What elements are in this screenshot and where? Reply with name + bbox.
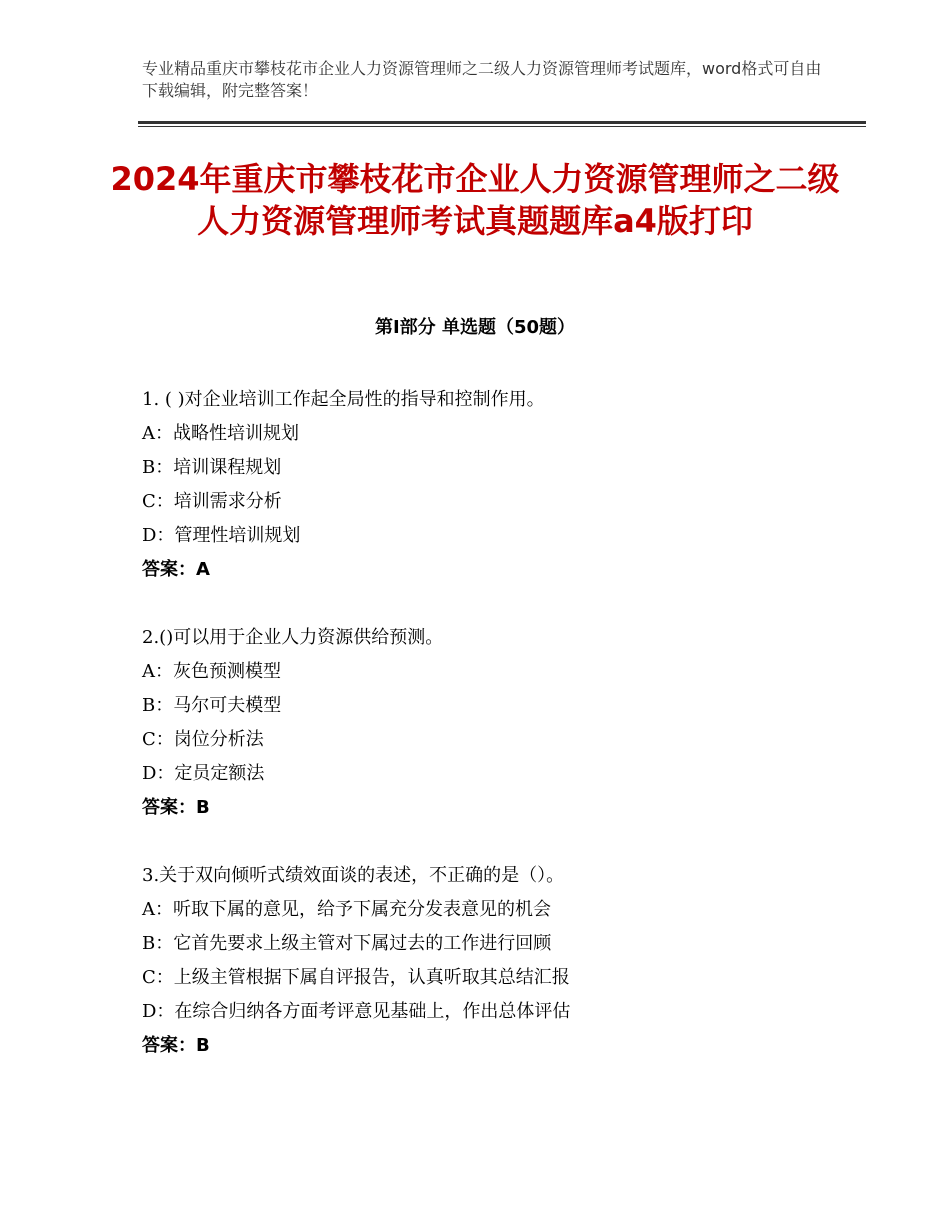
option-a: A：听取下属的意见，给予下属充分发表意见的机会 bbox=[142, 899, 551, 920]
option-c: C：上级主管根据下属自评报告，认真听取其总结汇报 bbox=[142, 967, 570, 988]
option-d: D：管理性培训规划 bbox=[142, 525, 301, 546]
question-stem: 2.()可以用于企业人力资源供给预测。 bbox=[142, 627, 444, 648]
option-c: C：培训需求分析 bbox=[142, 491, 282, 512]
question-3 bbox=[142, 859, 862, 1063]
option-a: A：战略性培训规划 bbox=[142, 423, 299, 444]
answer: 答案：B bbox=[142, 1035, 210, 1056]
option-c: C：岗位分析法 bbox=[142, 729, 264, 750]
question-stem: 1. ( )对企业培训工作起全局性的指导和控制作用。 bbox=[142, 389, 545, 410]
option-d: D：在综合归纳各方面考评意见基础上，作出总体评估 bbox=[142, 1001, 571, 1022]
header-divider-thick bbox=[138, 121, 866, 124]
section-title: 第Ⅰ部分 单选题（50题） bbox=[374, 317, 575, 338]
header-note: 专业精品重庆市攀枝花市企业人力资源管理师之二级人力资源管理师考试题库，word格式可自由下载编辑，附完整答案！ bbox=[142, 59, 822, 100]
question-1 bbox=[142, 383, 862, 587]
answer: 答案：A bbox=[142, 559, 210, 580]
question-list bbox=[142, 383, 862, 1097]
option-b: B：它首先要求上级主管对下属过去的工作进行回顾 bbox=[142, 933, 552, 954]
question-stem: 3.关于双向倾听式绩效面谈的表述，不正确的是（）。 bbox=[142, 865, 565, 886]
answer: 答案：B bbox=[142, 797, 210, 818]
option-d: D：定员定额法 bbox=[142, 763, 265, 784]
option-a: A：灰色预测模型 bbox=[142, 661, 281, 682]
option-b: B：培训课程规划 bbox=[142, 457, 282, 478]
document-title: 2024年重庆市攀枝花市企业人力资源管理师之二级人力资源管理师考试真题题库a4版打印 bbox=[110, 160, 840, 240]
question-2 bbox=[142, 621, 862, 825]
header-divider-thin bbox=[138, 126, 866, 127]
option-b: B：马尔可夫模型 bbox=[142, 695, 282, 716]
